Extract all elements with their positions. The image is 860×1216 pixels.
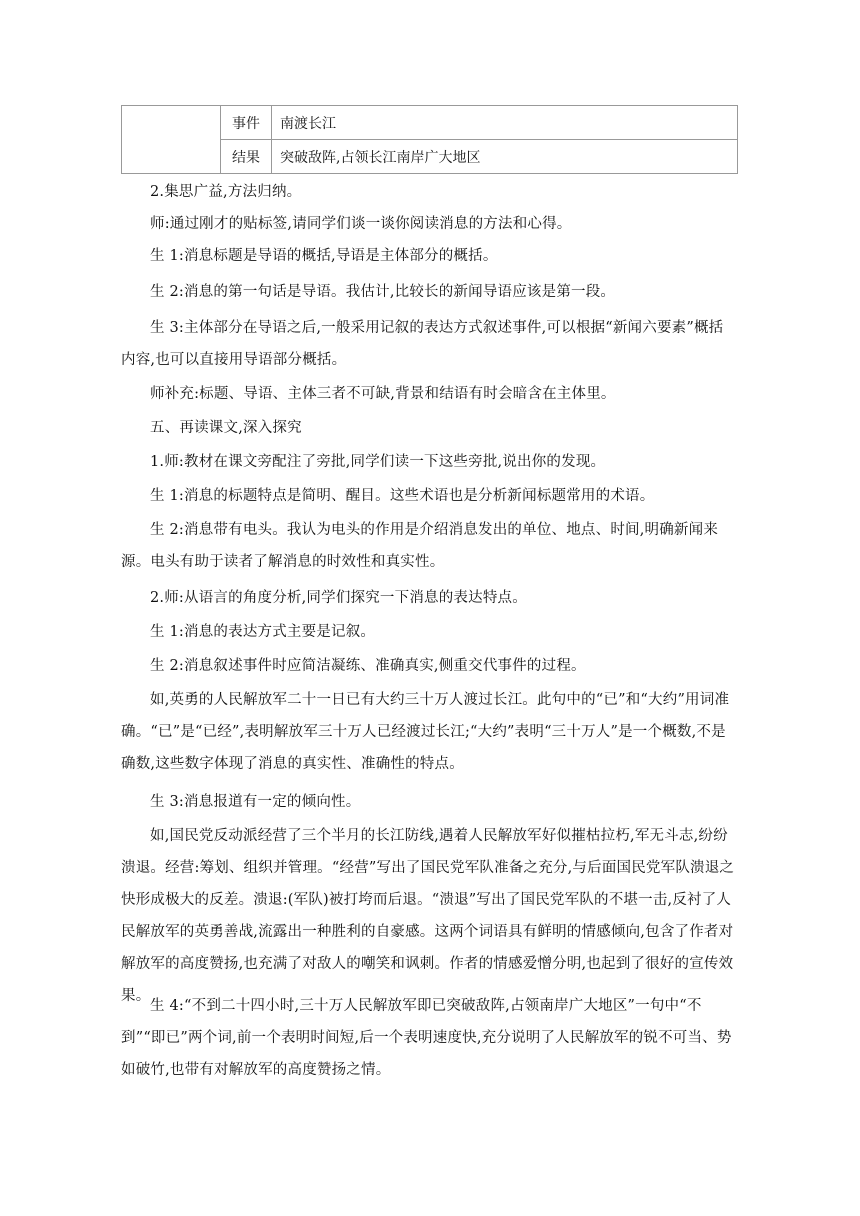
paragraph: 生 3:主体部分在导语之后,一般采用记叙的表达方式叙述事件,可以根据“新闻六要素”概括内容,也可以直接用导语部分概括。 xyxy=(121,320,724,368)
table-value-cell: 南渡长江 xyxy=(272,106,738,140)
paragraph: 2.师:从语言的角度分析,同学们探究一下消息的表达特点。 xyxy=(150,590,527,606)
paragraph: 如,国民党反动派经营了三个半月的长江防线,遇着人民解放军好似摧枯拉朽,军无斗志,纷纷溃退。经营:筹划、组织并管理。“经营”写出了国民党军队准备之充分,与后面国民党军队溃退之快形成极大的反差。溃退:(军队)被打垮而后退。“溃退”写出了国民党军队的不堪一击,反衬了人民解放军的英勇善战,流露出一种胜利的自豪感。这两个词语具有鲜明的情感倾向,包含了作者对解放军的高度赞扬,也充满了对敌人的嘲笑和讽刺。作者的情感爱憎分明,也起到了很好的宣传效果。 xyxy=(121,828,735,1004)
table-row xyxy=(122,106,738,140)
info-table xyxy=(121,105,738,174)
table-key-cell: 事件 xyxy=(221,106,272,140)
paragraph: 生 2:消息叙述事件时应简洁凝练、准确真实,侧重交代事件的过程。 xyxy=(150,658,586,674)
table-blank-cell xyxy=(122,106,221,174)
section-heading: 五、再读课文,深入探究 xyxy=(150,420,302,436)
table-value-cell: 突破敌阵,占领长江南岸广大地区 xyxy=(272,140,738,174)
paragraph: 1.师:教材在课文旁配注了旁批,同学们读一下这些旁批,说出你的发现。 xyxy=(150,454,606,470)
paragraph: 师:通过刚才的贴标签,请同学们谈一谈你阅读消息的方法和心得。 xyxy=(150,216,572,232)
paragraph: 2.集思广益,方法归纳。 xyxy=(150,184,302,200)
paragraph: 生 3:消息报道有一定的倾向性。 xyxy=(150,794,361,810)
paragraph: 生 1:消息的表达方式主要是记叙。 xyxy=(150,624,376,640)
paragraph: 生 1:消息标题是导语的概括,导语是主体部分的概括。 xyxy=(150,248,498,264)
paragraph: 师补充:标题、导语、主体三者不可缺,背景和结语有时会暗含在主体里。 xyxy=(150,386,616,402)
paragraph: 生 1:消息的标题特点是简明、醒目。这些术语也是分析新闻标题常用的术语。 xyxy=(150,488,655,504)
table-key-cell: 结果 xyxy=(221,140,272,174)
paragraph: 生 4:“不到二十四小时,三十万人民解放军即已突破敌阵,占领南岸广大地区”一句中“不到”“即已”两个词,前一个表明时间短,后一个表明速度快,充分说明了人民解放军的锐不可当、势如破竹,也带有对解放军的高度赞扬之情。 xyxy=(121,998,732,1078)
paragraph: 生 2:消息的第一句话是导语。我估计,比较长的新闻导语应该是第一段。 xyxy=(150,284,616,300)
paragraph: 生 2:消息带有电头。我认为电头的作用是介绍消息发出的单位、地点、时间,明确新闻来源。电头有助于读者了解消息的时效性和真实性。 xyxy=(121,522,719,570)
paragraph: 如,英勇的人民解放军二十一日已有大约三十万人渡过长江。此句中的“已”和“大约”用词准确。“已”是“已经”,表明解放军三十万人已经渡过长江;“大约”表明“三十万人”是一个概数,不是确数,这些数字体现了消息的真实性、准确性的特点。 xyxy=(121,692,730,772)
